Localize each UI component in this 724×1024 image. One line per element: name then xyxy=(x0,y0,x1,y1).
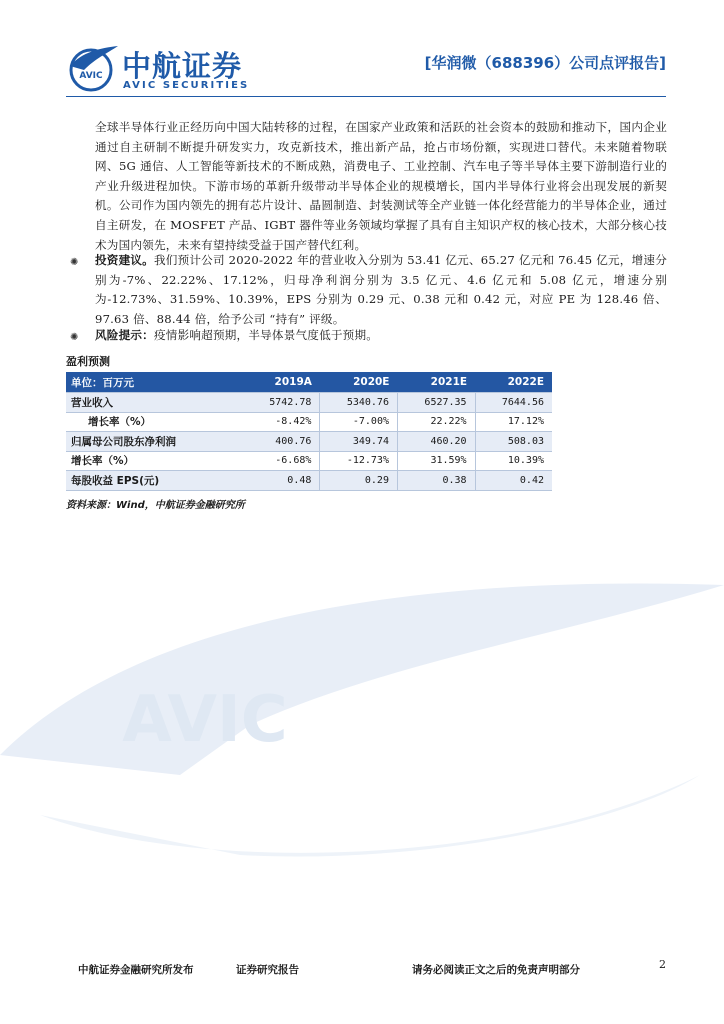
investment-advice-lead: 投资建议。 xyxy=(95,253,154,267)
table-row xyxy=(66,471,552,491)
table-row xyxy=(66,432,552,452)
table-cell: -8.42% xyxy=(243,412,320,432)
bullet-icon: ✺ xyxy=(70,257,79,268)
row-label: 每股收益 EPS(元) xyxy=(66,471,243,491)
bullet-icon: ✺ xyxy=(70,332,79,343)
table-cell: 460.20 xyxy=(397,432,475,452)
investment-advice-paragraph xyxy=(95,251,667,329)
table-cell: 349.74 xyxy=(320,432,398,452)
table-row xyxy=(66,393,552,413)
footer-doc-type: 证券研究报告 xyxy=(236,964,299,976)
logo-company-english: AVIC SECURITIES xyxy=(123,80,250,91)
footer-disclaimer: 请务必阅读正文之后的免责声明部分 xyxy=(412,964,580,976)
table-header-cell: 2021E xyxy=(397,372,475,393)
table-cell: 22.22% xyxy=(397,412,475,432)
risk-warning-lead: 风险提示： xyxy=(95,328,154,342)
table-header-cell: 2022E xyxy=(475,372,552,393)
table-cell: 0.42 xyxy=(475,471,552,491)
table-cell: 31.59% xyxy=(397,451,475,471)
table-row xyxy=(66,412,552,432)
row-label: 增长率（%） xyxy=(66,412,243,432)
header-divider xyxy=(66,96,666,97)
row-label: 归属母公司股东净利润 xyxy=(66,432,243,452)
avic-watermark-icon xyxy=(0,575,724,875)
table-cell: -12.73% xyxy=(320,451,398,471)
svg-text:AVIC: AVIC xyxy=(122,683,288,757)
risk-warning-paragraph xyxy=(95,326,667,346)
risk-warning-text: 疫情影响超预期，半导体景气度低于预期。 xyxy=(153,328,379,342)
svg-text:AVIC: AVIC xyxy=(79,71,103,81)
logo-company-name: 中航证券 xyxy=(122,49,243,83)
table-cell: -6.68% xyxy=(243,451,320,471)
investment-advice-text: 我们预计公司 2020-2022 年的营业收入分别为 53.41 亿元、65.27 亿元和 76.45 亿元，增速分别为-7%、22.22%、17.12%，归母净利润分别为 3.5 亿元、4.6 亿元和 5.08 亿元，增速分别为-12.73%、31.59%、10.39%，EPS 分别为 0.29 元、0.38 元和 0.42 元，对应 PE 为 128.46 倍、97.63 倍、88.44 倍，给予公司 “持有” 评级。 xyxy=(95,253,667,326)
table-header-cell: 2019A xyxy=(243,372,320,393)
table-cell: 7644.56 xyxy=(475,393,552,413)
table-row xyxy=(66,451,552,471)
table-cell: 0.38 xyxy=(397,471,475,491)
table-cell: 0.29 xyxy=(320,471,398,491)
footer-publisher: 中航证券金融研究所发布 xyxy=(78,964,194,976)
table-header-cell: 2020E xyxy=(320,372,398,393)
table-cell: 10.39% xyxy=(475,451,552,471)
table-cell: 5742.78 xyxy=(243,393,320,413)
profit-forecast-table xyxy=(66,372,552,491)
table-cell: 17.12% xyxy=(475,412,552,432)
row-label: 营业收入 xyxy=(66,393,243,413)
row-label: 增长率（%） xyxy=(66,451,243,471)
table-cell: 5340.76 xyxy=(320,393,398,413)
report-title-tag: [华润微（688396）公司点评报告] xyxy=(424,54,666,72)
table-cell: 508.03 xyxy=(475,432,552,452)
table-cell: 6527.35 xyxy=(397,393,475,413)
table-source-note: 资料来源：Wind，中航证券金融研究所 xyxy=(66,500,245,511)
table-cell: 0.48 xyxy=(243,471,320,491)
table-header-row xyxy=(66,372,552,393)
table-cell: 400.76 xyxy=(243,432,320,452)
table-title: 盈利预测 xyxy=(66,355,110,368)
avic-emblem-icon xyxy=(66,44,120,94)
page-number: 2 xyxy=(659,958,666,971)
table-cell: -7.00% xyxy=(320,412,398,432)
company-logo xyxy=(66,44,256,94)
intro-paragraph: 全球半导体行业正经历向中国大陆转移的过程，在国家产业政策和活跃的社会资本的鼓励和推动下，国内企业通过自主研制不断提升研发实力，攻克新技术，推出新产品，抢占市场份额，实现进口替代。未来随着物联网、5G 通信、人工智能等新技术的不断成熟，消费电子、工业控制、汽车电子等半导体主要下游制造行业的产业升级进程加快。下游市场的革新升级带动半导体企业的规模增长，国内半导体行业将会出现发展的新契机。公司作为国内领先的拥有芯片设计、晶圆制造、封装测试等全产业链一体化经营能力的半导体企业，通过自主研发，在 MOSFET 产品、IGBT 器件等业务领域均掌握了具有自主知识产权的核心技术，大部分核心技术为国内领先，未来有望持续受益于国产替代红利。 xyxy=(95,120,667,252)
table-header-cell: 单位：百万元 xyxy=(66,372,243,393)
